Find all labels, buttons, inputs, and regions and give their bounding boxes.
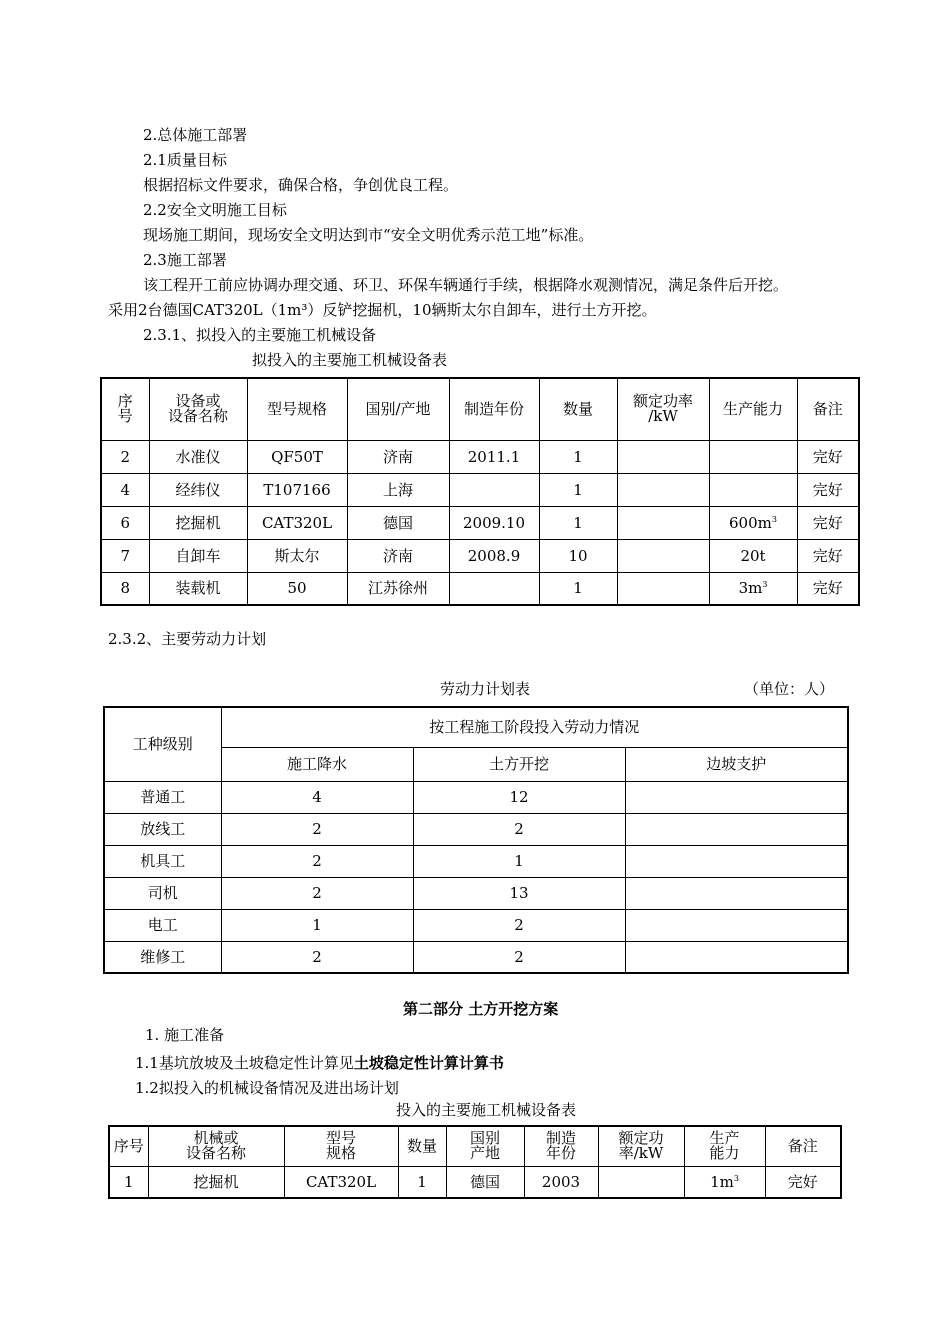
- cell: [625, 813, 848, 845]
- cell: 电工: [104, 909, 221, 941]
- cell: 8: [101, 572, 149, 605]
- cell: 2: [101, 440, 149, 473]
- equipment-table: [100, 377, 860, 606]
- cell: 6: [101, 506, 149, 539]
- cell: 2011.1: [449, 440, 539, 473]
- header-stage-group: 按工程施工阶段投入劳动力情况: [221, 707, 848, 747]
- cell: 挖掘机: [149, 506, 247, 539]
- cell: 2: [413, 813, 625, 845]
- cell: 完好: [797, 539, 859, 572]
- header-note: 备注: [797, 378, 859, 440]
- cell: 1: [221, 909, 413, 941]
- cell: 完好: [797, 572, 859, 605]
- cell: [625, 941, 848, 973]
- header-capacity: 生产 能力: [684, 1126, 765, 1166]
- table-header-row: [104, 707, 848, 747]
- header-name: 机械或 设备名称: [148, 1126, 284, 1166]
- cell: 1: [398, 1166, 446, 1198]
- heading-1: 1. 施工准备: [145, 1026, 225, 1044]
- heading-1-2: 1.2拟投入的机械设备情况及进出场计划: [135, 1079, 399, 1097]
- cell: 2: [221, 813, 413, 845]
- heading-2-1: 2.1质量目标: [143, 151, 227, 169]
- heading-2-3-2: 2.3.2、主要劳动力计划: [108, 630, 267, 648]
- cell: 装载机: [149, 572, 247, 605]
- cell: 德国: [446, 1166, 524, 1198]
- cell: [625, 845, 848, 877]
- header-name: 设备或 设备名称: [149, 378, 247, 440]
- cell: $600m^3$: [709, 506, 797, 539]
- cell: [617, 473, 709, 506]
- table-row: [104, 877, 848, 909]
- cell: [617, 572, 709, 605]
- cell: [625, 877, 848, 909]
- cell: 10: [539, 539, 617, 572]
- cell: 50: [247, 572, 347, 605]
- part2-title: 第二部分 土方开挖方案: [403, 1000, 559, 1018]
- table-header-row: [101, 378, 859, 440]
- cell: [709, 473, 797, 506]
- calc-book-reference: 土坡稳定性计算计算书: [353, 1054, 504, 1072]
- header-stage: 土方开挖: [413, 747, 625, 781]
- para-2-1: 根据招标文件要求，确保合格，争创优良工程。: [143, 176, 459, 194]
- cell: 4: [221, 781, 413, 813]
- cell: 2: [413, 941, 625, 973]
- header-worker-type: 工种级别: [104, 707, 221, 781]
- cell: 2: [221, 845, 413, 877]
- cell: [617, 539, 709, 572]
- heading-2-3: 2.3施工部署: [143, 251, 227, 269]
- cell: 12: [413, 781, 625, 813]
- header-stage: 边坡支护: [625, 747, 848, 781]
- header-seq: 序号: [109, 1126, 148, 1166]
- table-row: [104, 813, 848, 845]
- cell: 维修工: [104, 941, 221, 973]
- cell: [709, 440, 797, 473]
- header-qty: 数量: [539, 378, 617, 440]
- cell: 4: [101, 473, 149, 506]
- cell: 放线工: [104, 813, 221, 845]
- header-country: 国别 产地: [446, 1126, 524, 1166]
- table2-unit: （单位：人）: [744, 680, 835, 698]
- cell: 完好: [797, 473, 859, 506]
- cell: $1m^3$: [684, 1166, 765, 1198]
- table2-caption: 劳动力计划表: [440, 680, 531, 698]
- cell: [617, 440, 709, 473]
- cell: 1: [539, 440, 617, 473]
- cell: 完好: [797, 440, 859, 473]
- cell: $3m^3$: [709, 572, 797, 605]
- table-row: [101, 572, 859, 605]
- table-header-row: [109, 1126, 841, 1166]
- header-note: 备注: [765, 1126, 841, 1166]
- heading-1-1-text: 1.1基坑放坡及土坡稳定性计算见: [135, 1054, 354, 1072]
- cell: 完好: [797, 506, 859, 539]
- cell: 2: [221, 941, 413, 973]
- cell: [625, 909, 848, 941]
- heading-1-1: [135, 1053, 504, 1073]
- para-2-3-line2: 采用2台德国CAT320L（1m³）反铲挖掘机，10辆斯太尔自卸车，进行土方开挖。: [108, 301, 657, 319]
- heading-2-2: 2.2安全文明施工目标: [143, 201, 287, 219]
- heading-2-3-1: 2.3.1、拟投入的主要施工机械设备: [143, 326, 377, 344]
- header-country: 国别/产地: [347, 378, 449, 440]
- header-capacity: 生产能力: [709, 378, 797, 440]
- equipment-table-2: [108, 1125, 842, 1199]
- cell: 1: [109, 1166, 148, 1198]
- table1-caption: 拟投入的主要施工机械设备表: [252, 351, 448, 369]
- cell: 2003: [524, 1166, 598, 1198]
- cell: 完好: [765, 1166, 841, 1198]
- cell: 济南: [347, 440, 449, 473]
- table-row: [109, 1166, 841, 1198]
- heading-2: 2.总体施工部署: [143, 126, 248, 144]
- table-row: [104, 941, 848, 973]
- cell: 自卸车: [149, 539, 247, 572]
- header-model: 型号规格: [247, 378, 347, 440]
- cell: [449, 572, 539, 605]
- cell: 司机: [104, 877, 221, 909]
- cell: 机具工: [104, 845, 221, 877]
- cell: 13: [413, 877, 625, 909]
- header-year: 制造 年份: [524, 1126, 598, 1166]
- cell: 上海: [347, 473, 449, 506]
- cell: 2009.10: [449, 506, 539, 539]
- cell: 德国: [347, 506, 449, 539]
- cell: 2: [221, 877, 413, 909]
- cell: 2008.9: [449, 539, 539, 572]
- table-row: [104, 845, 848, 877]
- table-row: [101, 473, 859, 506]
- table-row: [101, 440, 859, 473]
- header-power: 额定功 率/kW: [598, 1126, 684, 1166]
- cell: CAT320L: [247, 506, 347, 539]
- header-model: 型号 规格: [284, 1126, 398, 1166]
- cell: [598, 1166, 684, 1198]
- table3-caption: 投入的主要施工机械设备表: [396, 1101, 577, 1119]
- cell: 1: [539, 473, 617, 506]
- cell: 7: [101, 539, 149, 572]
- cell: 水准仪: [149, 440, 247, 473]
- cell: 江苏徐州: [347, 572, 449, 605]
- header-seq: 序 号: [101, 378, 149, 440]
- cell: [449, 473, 539, 506]
- header-stage: 施工降水: [221, 747, 413, 781]
- labor-table: [103, 706, 849, 974]
- cell: 1: [539, 506, 617, 539]
- cell: 挖掘机: [148, 1166, 284, 1198]
- cell: CAT320L: [284, 1166, 398, 1198]
- header-year: 制造年份: [449, 378, 539, 440]
- header-qty: 数量: [398, 1126, 446, 1166]
- para-2-2: 现场施工期间，现场安全文明达到市“安全文明优秀示范工地”标准。: [143, 226, 594, 244]
- para-2-3-line1: 该工程开工前应协调办理交通、环卫、环保车辆通行手续，根据降水观测情况，满足条件后开挖。: [143, 276, 789, 294]
- cell: 经纬仪: [149, 473, 247, 506]
- cell: 济南: [347, 539, 449, 572]
- table-row: [104, 909, 848, 941]
- cell: QF50T: [247, 440, 347, 473]
- table-row: [101, 539, 859, 572]
- cell: 20t: [709, 539, 797, 572]
- table-row: [101, 506, 859, 539]
- cell: 1: [539, 572, 617, 605]
- header-power: 额定功率 /kW: [617, 378, 709, 440]
- cell: 2: [413, 909, 625, 941]
- cell: [625, 781, 848, 813]
- cell: T107166: [247, 473, 347, 506]
- cell: [617, 506, 709, 539]
- cell: 普通工: [104, 781, 221, 813]
- cell: 斯太尔: [247, 539, 347, 572]
- table-row: [104, 781, 848, 813]
- cell: 1: [413, 845, 625, 877]
